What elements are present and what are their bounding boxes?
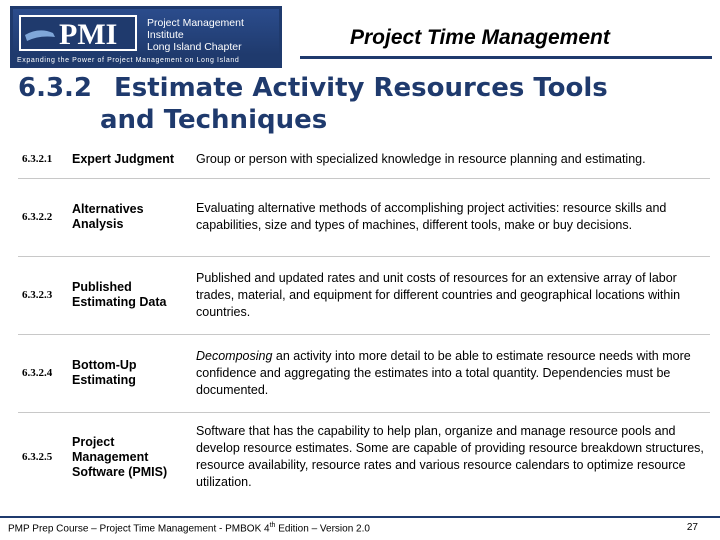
technique-id: 6.3.2.4 xyxy=(18,334,72,412)
logo-org-line1: Project Management Institute xyxy=(147,17,244,41)
footer-divider xyxy=(0,516,720,518)
technique-name: Published Estimating Data xyxy=(72,256,190,334)
logo-org-name xyxy=(147,17,279,53)
technique-description: Published and updated rates and unit costs of resources for an extensive array of labor trades, material, and equipment for different countries and geographical locations within countries. xyxy=(190,256,710,334)
logo-tagline: Expanding the Power of Project Management on Long Island xyxy=(17,57,240,64)
technique-id: 6.3.2.5 xyxy=(18,412,72,502)
technique-description: Decomposing an activity into more detail to be able to estimate resource needs with more confidence and aggregating the estimates into a total quantity. Dependencies must be documented. xyxy=(190,334,710,412)
page-number: 27 xyxy=(686,522,698,533)
logo-letters: PMI xyxy=(59,18,118,51)
table-row xyxy=(18,178,710,256)
table-row xyxy=(18,141,710,178)
table-row xyxy=(18,334,710,412)
slide-title-line2: and Techniques xyxy=(100,105,328,135)
deck-title: Project Time Management xyxy=(350,26,610,49)
table-row xyxy=(18,256,710,334)
technique-description: Software that has the capability to help plan, organize and manage resource pools and develop resource estimates. Some are capable of providing resource breakdown structures, resource availability, resource rates and various resource calendars to optimize resource utilization. xyxy=(190,412,710,502)
technique-id: 6.3.2.2 xyxy=(18,178,72,256)
technique-name: Expert Judgment xyxy=(72,151,175,166)
header-divider xyxy=(300,56,712,59)
technique-id: 6.3.2.1 xyxy=(22,153,53,166)
slide-title-number: 6.3.2 xyxy=(18,73,93,103)
technique-name: Bottom-Up Estimating xyxy=(72,334,190,412)
slide-title xyxy=(18,72,708,136)
logo-banner xyxy=(13,9,279,55)
technique-name: Alternatives Analysis xyxy=(72,178,190,256)
technique-description: Group or person with specialized knowledge in resource planning and estimating. xyxy=(196,151,646,166)
pmi-logo-mark xyxy=(19,15,137,51)
technique-id: 6.3.2.3 xyxy=(18,256,72,334)
slide-title-line1: Estimate Activity Resources Tools xyxy=(114,73,608,103)
technique-name: Project Management Software (PMIS) xyxy=(72,412,190,502)
table-row xyxy=(18,412,710,502)
techniques-table xyxy=(18,141,710,502)
footer-text: PMP Prep Course – Project Time Management - PMBOK 4th Edition – Version 2.0 xyxy=(8,522,370,535)
technique-description: Evaluating alternative methods of accomplishing project activities: resource skills and capabilities, size and types of machines, different tools, make or buy decisions. xyxy=(190,178,710,256)
logo-org-line2: Long Island Chapter xyxy=(147,41,242,53)
pmi-logo xyxy=(10,6,282,68)
